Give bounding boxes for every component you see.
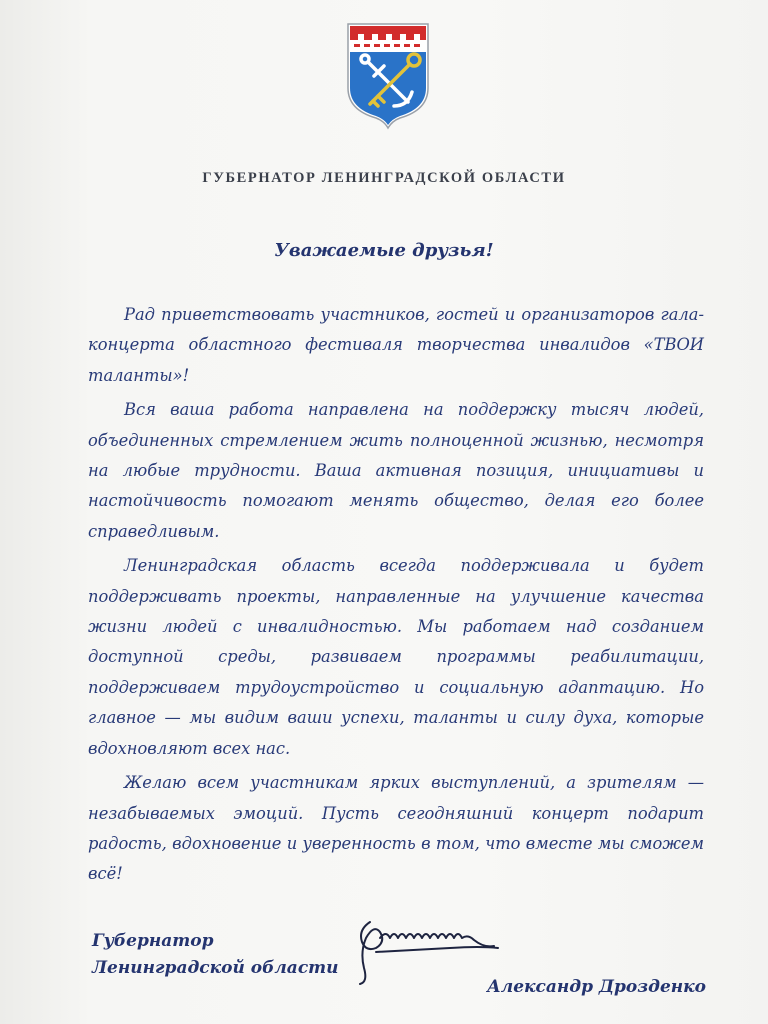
letter-greeting: Уважаемые друзья! bbox=[274, 240, 494, 261]
paragraph-2: Вся ваша работа направлена на поддержку тысяч людей, объединенных стремлением жить полноценной жизнью, несмотря на любые трудности. Ваша активная позиция, инициативы и настойчивость помогают менять общество, делая его более справедливым. bbox=[88, 400, 704, 541]
position-line-1: Губернатор bbox=[92, 931, 214, 951]
signature-icon bbox=[340, 908, 510, 988]
paragraph-1: Рад приветствовать участников, гостей и организаторов гала-концерта областного фестиваля творчества инвалидов «ТВОИ таланты»! bbox=[88, 305, 704, 385]
signatory-position bbox=[92, 928, 339, 982]
organization-title: ГУБЕРНАТОР ЛЕНИНГРАДСКОЙ ОБЛАСТИ bbox=[202, 170, 566, 186]
paragraph-3: Ленинградская область всегда поддерживала и будет поддерживать проекты, направленные на улучшение качества жизни людей с инвалидностью. Мы работаем над созданием доступной среды, развиваем программы реабилитации, поддерживаем трудоустройство и социальную адаптацию. Но главное — мы видим ваши успехи, таланты и силу духа, которые вдохновляют всех нас. bbox=[88, 556, 704, 758]
position-line-2: Ленинградской области bbox=[92, 958, 339, 978]
signatory-name: Александр Дрозденко bbox=[486, 977, 706, 997]
coat-of-arms-icon bbox=[344, 18, 432, 130]
letter-body bbox=[88, 300, 704, 894]
paragraph-4: Желаю всем участникам ярких выступлений, а зрителям — незабываемых эмоций. Пусть сегодняшний концерт подарит радость, вдохновение и уверенность в том, что вместе мы сможем всё! bbox=[88, 773, 704, 884]
